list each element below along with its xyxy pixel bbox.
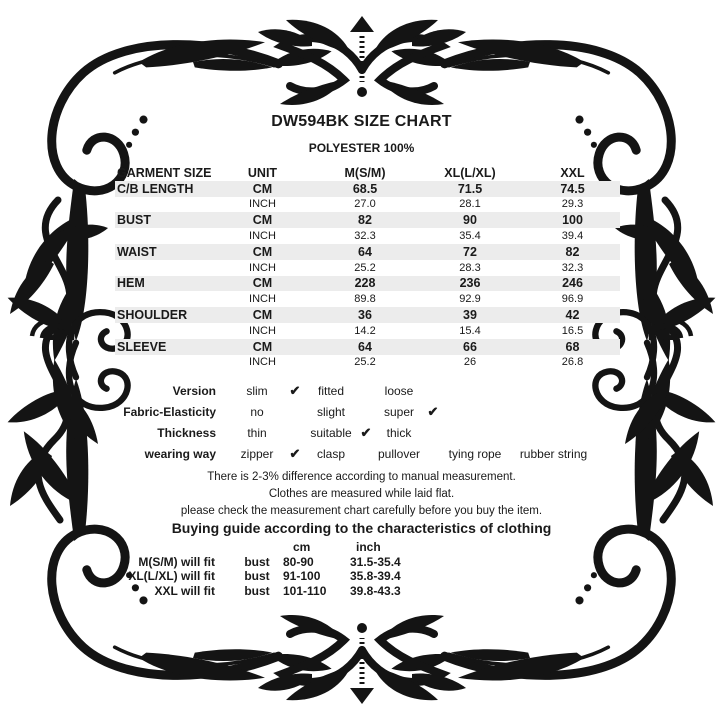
unit-cell: CM <box>210 212 315 228</box>
unit-cell: CM <box>210 307 315 323</box>
check-icon: ✔ <box>427 403 439 419</box>
attr-option: no <box>250 404 264 419</box>
unit-cell: INCH <box>249 293 276 306</box>
table-row <box>115 291 620 307</box>
value-cell: 68.5 <box>315 181 415 197</box>
buying-guide-row <box>115 569 420 584</box>
row-label: HEM <box>115 276 210 292</box>
cm-range: 91-100 <box>283 569 321 584</box>
attr-option: thin <box>247 425 267 440</box>
attr-option: slim <box>246 383 268 398</box>
unit-cell: INCH <box>249 230 276 243</box>
attr-option: thick <box>386 425 412 440</box>
row-label <box>115 197 210 213</box>
value-cell: 82 <box>315 212 415 228</box>
note-line: please check the measurement chart carefully before you buy the item. <box>180 505 543 517</box>
value-cell: 36 <box>315 307 415 323</box>
attr-option: zipper <box>240 446 274 461</box>
buying-guide-row <box>115 584 420 599</box>
value-cell: 29.3 <box>561 198 584 211</box>
unit-cell: INCH <box>249 261 276 274</box>
value-cell: 68 <box>525 339 620 355</box>
table-row <box>115 355 620 371</box>
value-cell: 89.8 <box>354 293 376 306</box>
table-row <box>115 212 620 228</box>
value-cell: 228 <box>315 276 415 292</box>
value-cell: 25.2 <box>354 356 376 369</box>
attr-option: pullover <box>377 446 421 461</box>
row-label: BUST <box>115 212 210 228</box>
row-label: SHOULDER <box>115 307 210 323</box>
col-header-m: M(S/M) <box>344 165 386 180</box>
value-cell: 92.9 <box>459 293 481 306</box>
buying-guide-header-row <box>115 540 420 555</box>
row-label <box>115 260 210 276</box>
col-header-cm: cm <box>293 540 311 555</box>
attr-option: tying rope <box>448 446 502 461</box>
unit-cell: CM <box>210 244 315 260</box>
attr-option: rubber string <box>519 446 588 461</box>
unit-cell: CM <box>210 276 315 292</box>
measurement-notes <box>0 469 723 520</box>
unit-cell: INCH <box>249 356 276 369</box>
value-cell: 42 <box>525 307 620 323</box>
table-row <box>115 323 620 339</box>
cm-range: 80-90 <box>283 554 314 569</box>
attr-option: loose <box>384 383 414 398</box>
attr-row-thickness <box>115 422 601 443</box>
fit-label: XL(L/XL) will fit <box>128 569 215 584</box>
value-cell: 96.9 <box>561 293 584 306</box>
cm-range: 101-110 <box>283 583 327 598</box>
value-cell: 32.3 <box>354 230 376 243</box>
attr-label: Fabric-Elasticity <box>123 404 216 419</box>
check-icon: ✔ <box>360 424 372 440</box>
value-cell: 25.2 <box>354 261 376 274</box>
check-icon: ✔ <box>289 445 301 461</box>
table-row <box>115 181 620 197</box>
buying-guide-title: Buying guide according to the characteristics of clothing <box>171 520 552 536</box>
attr-option: fitted <box>317 383 344 398</box>
value-cell: 246 <box>525 276 620 292</box>
row-label: C/B LENGTH <box>115 181 210 197</box>
size-table <box>115 165 620 370</box>
note-line: There is 2-3% difference according to manual measurement. <box>207 471 516 483</box>
row-label: SLEEVE <box>115 339 210 355</box>
check-icon: ✔ <box>289 382 301 398</box>
attr-row-version <box>115 380 601 401</box>
value-cell: 39.4 <box>561 230 584 243</box>
value-cell: 64 <box>315 244 415 260</box>
unit-cell: CM <box>210 339 315 355</box>
page-title: DW594BK SIZE CHART <box>271 113 452 130</box>
table-row <box>115 307 620 323</box>
unit-cell: INCH <box>249 198 276 211</box>
inch-range: 35.8-39.4 <box>350 569 401 584</box>
size-table-header-row <box>115 165 620 181</box>
value-cell: 71.5 <box>415 181 525 197</box>
value-cell: 14.2 <box>354 324 376 337</box>
inch-range: 31.5-35.4 <box>350 554 401 569</box>
table-row <box>115 339 620 355</box>
value-cell: 27.0 <box>354 198 376 211</box>
value-cell: 16.5 <box>561 324 584 337</box>
fit-label: XXL will fit <box>154 583 215 598</box>
value-cell: 66 <box>415 339 525 355</box>
table-row <box>115 228 620 244</box>
measure-label: bust <box>244 569 270 584</box>
value-cell: 15.4 <box>459 324 481 337</box>
row-label <box>115 228 210 244</box>
value-cell: 82 <box>525 244 620 260</box>
value-cell: 32.3 <box>561 261 584 274</box>
table-row <box>115 276 620 292</box>
row-label <box>115 355 210 371</box>
measure-label: bust <box>244 583 270 598</box>
value-cell: 39 <box>415 307 525 323</box>
fabric-composition: POLYESTER 100% <box>308 141 415 155</box>
value-cell: 28.3 <box>459 261 481 274</box>
row-label: WAIST <box>115 244 210 260</box>
value-cell: 64 <box>315 339 415 355</box>
unit-cell: CM <box>210 181 315 197</box>
inch-range: 39.8-43.3 <box>350 583 401 598</box>
row-label <box>115 291 210 307</box>
attr-label: wearing way <box>144 446 216 461</box>
value-cell: 90 <box>415 212 525 228</box>
col-header-xxl: XXL <box>560 165 585 180</box>
attr-option: suitable <box>310 425 352 440</box>
value-cell: 72 <box>415 244 525 260</box>
measure-label: bust <box>244 554 270 569</box>
attr-label: Thickness <box>157 425 216 440</box>
attr-option: clasp <box>316 446 345 461</box>
table-row <box>115 197 620 213</box>
table-row <box>115 260 620 276</box>
attr-row-fabric-elasticity <box>115 401 601 422</box>
fit-label: M(S/M) will fit <box>138 554 215 569</box>
value-cell: 236 <box>415 276 525 292</box>
value-cell: 26 <box>463 356 477 369</box>
col-header-unit: UNIT <box>247 165 278 180</box>
col-header-garment-size: GARMENT SIZE <box>117 165 212 180</box>
attr-row-wearing-way <box>115 443 601 464</box>
buying-guide-table <box>115 540 420 598</box>
col-header-xl: XL(L/XL) <box>444 165 496 180</box>
col-header-inch: inch <box>356 540 381 555</box>
value-cell: 35.4 <box>459 230 481 243</box>
buying-guide-row <box>115 555 420 570</box>
note-line: Clothes are measured while laid flat. <box>268 488 455 500</box>
garment-attributes <box>115 380 601 464</box>
value-cell: 26.8 <box>561 356 584 369</box>
table-row <box>115 244 620 260</box>
row-label <box>115 323 210 339</box>
attr-label: Version <box>172 383 216 398</box>
unit-cell: INCH <box>249 324 276 337</box>
attr-option: slight <box>316 404 345 419</box>
value-cell: 74.5 <box>525 181 620 197</box>
value-cell: 100 <box>525 212 620 228</box>
value-cell: 28.1 <box>459 198 481 211</box>
attr-option: super <box>383 404 415 419</box>
